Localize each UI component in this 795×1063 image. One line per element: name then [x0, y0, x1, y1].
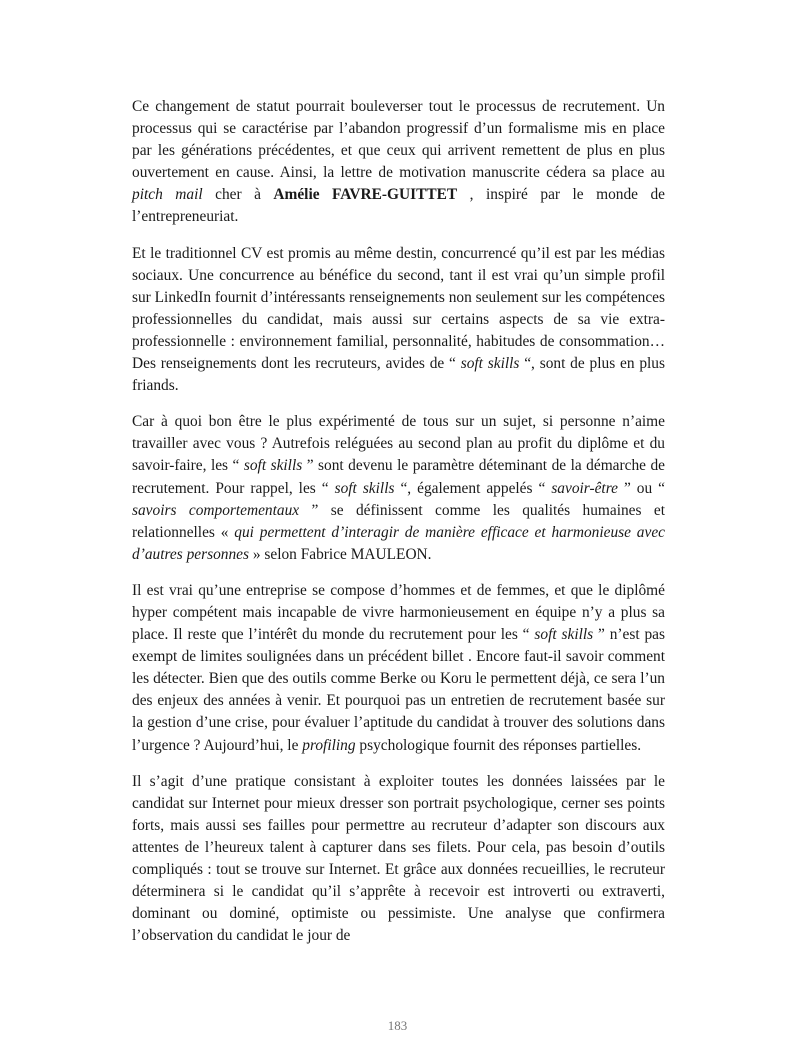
text-run: “, sont de plus en plus friands. — [132, 355, 665, 395]
text-run: Car à quoi bon être le plus expérimenté de tous sur un sujet, si personne n’aime travailler avec vous ? Autrefois reléguées au second plan au profit du diplôme et du savoir-faire, les “ — [132, 413, 665, 475]
text-run: , inspiré par le monde de l’entrepreneuriat. — [132, 186, 666, 226]
paragraph-4 — [132, 580, 665, 757]
author-name: Amélie FAVRE-GUITTET — [273, 186, 458, 204]
text-run: Il s’agit d’une pratique consistant à exploiter toutes les données laissées par le candidat sur Internet pour mieux dresser son portrait psychologique, cerner ses points forts, mais aussi ses failles pour permettre au recruteur d’adapter son discours aux attentes de l’heureux talent à capturer dans ses filets. Pour cela, pas besoin d’outils compliqués : tout se trouve sur Internet. Et grâce aux données recueillies, le recruteur déterminera si le candidat qu’il s’apprête à recevoir est introverti ou extraverti, dominant ou dominé, optimiste ou pessimiste. Une analyse que confirmera l’observation du candidat le jour de — [132, 772, 665, 945]
text-run: “, également appelés “ — [394, 479, 552, 497]
quotation: qui permettent d’interagir de manière efficace et harmonieuse avec d’autres personnes — [132, 523, 665, 563]
body-text — [132, 96, 665, 961]
text-run: psychologique fournit des réponses partielles. — [355, 736, 642, 754]
emphasis-soft-skills: soft skills — [534, 626, 594, 644]
emphasis-soft-skills: soft skills — [460, 355, 520, 373]
text-run: ” ou “ — [617, 479, 665, 497]
emphasis-soft-skills: soft skills — [334, 479, 395, 497]
text-run: Et le traditionnel CV est promis au même destin, concurrencé qu’il est par les médias sociaux. Une concurrence au bénéfice du second, tant il est vrai qu’un simple profil sur LinkedIn fournit d’intéressants renseignements non seulement sur les compétences professionnelles du candidat, mais aussi sur certains aspects de sa vie extra-professionnelle : environnement familial, personnalité, habitudes de consommation… Des renseignements dont les recruteurs, avides de “ — [132, 244, 665, 373]
emphasis-profiling: profiling — [302, 736, 356, 754]
text-run: ” n’est pas exempt de limites soulignées dans un précédent billet . Encore faut-il savoir comment les détecter. Bien que des outils comme Berke ou Koru le permettent déjà, ce sera l’un des enjeux des années à venir. Et pourquoi pas un entretien de recrutement basée sur la gestion d’une crise, pour évaluer l’aptitude du candidat à trouver des solutions dans l’urgence ? Aujourd’hui, le — [132, 626, 666, 754]
text-run: ” se définissent comme les qualités humaines et relationnelles « — [132, 501, 665, 541]
paragraph-5 — [132, 771, 665, 948]
paragraph-1 — [132, 96, 665, 229]
text-run: ” sont devenu le paramètre déteminant de la démarche de recrutement. Pour rappel, les “ — [132, 457, 666, 497]
emphasis-savoir-etre: savoir-être — [551, 479, 618, 497]
text-run: Ce changement de statut pourrait bouleverser tout le processus de recrutement. Un processus qui se caractérise par l’abandon progressif d’un formalisme mis en place par les générations précédentes, et que ceux qui arrivent remettent de plus en plus ouvertement en cause. Ainsi, la lettre de motivation manuscrite cédera sa place au — [132, 98, 665, 182]
page-number: 183 — [387, 1018, 408, 1033]
paragraph-2 — [132, 243, 665, 398]
emphasis-savoirs-comportementaux: savoirs comportementaux — [132, 501, 300, 519]
text-run: Il est vrai qu’une entreprise se compose d’hommes et de femmes, et que le diplômé hyper compétent mais incapable de vivre harmonieusement en équipe n’y a plus sa place. Il reste que l’intérêt du monde du recrutement pour les “ — [132, 581, 665, 644]
emphasis-pitch-mail: pitch mail — [132, 186, 203, 204]
text-run: cher à — [202, 186, 274, 204]
emphasis-soft-skills: soft skills — [243, 457, 303, 475]
text-run: » selon Fabrice MAULEON. — [249, 545, 432, 563]
paragraph-3 — [132, 411, 665, 566]
